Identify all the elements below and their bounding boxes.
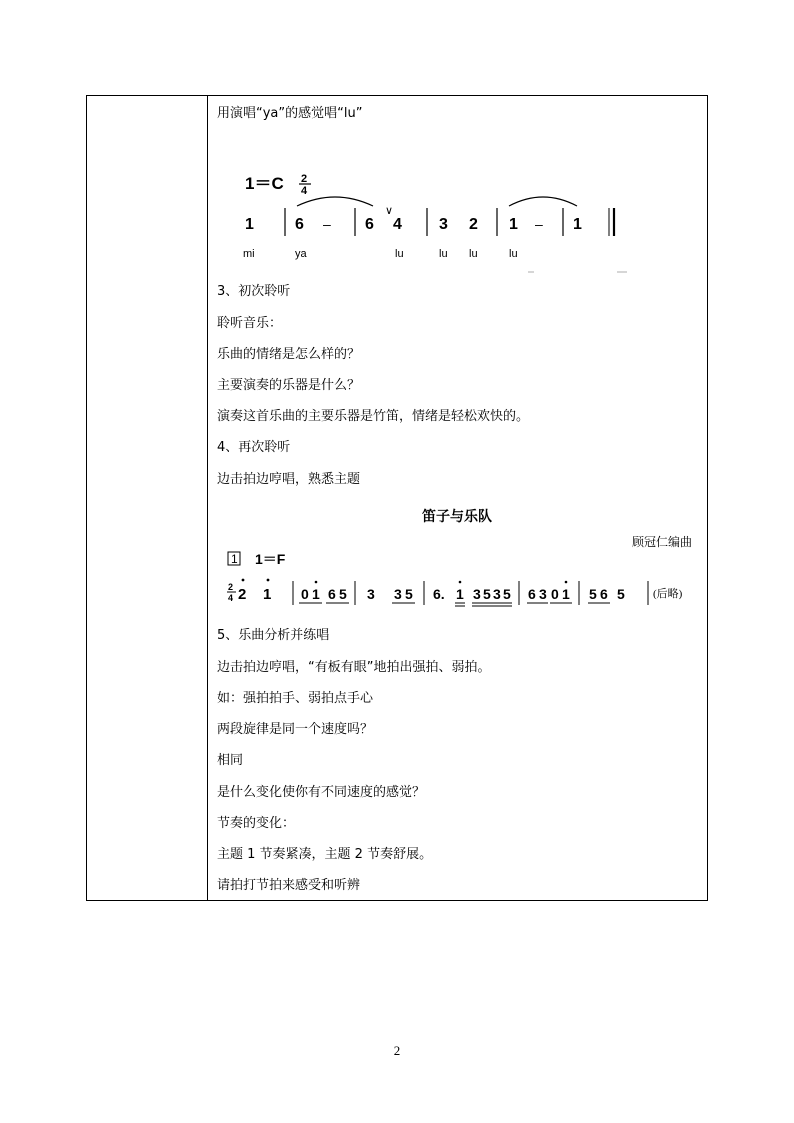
score2-note: 5 xyxy=(483,586,491,602)
score2-note: 3 xyxy=(394,586,402,602)
instruction-5: 边击拍边哼唱，“有板有眼”地拍出强拍、弱拍。 xyxy=(217,660,491,675)
score2-note: 0 xyxy=(301,586,309,602)
score2-ending: (后略) xyxy=(653,588,683,600)
score1-note-7: 1 xyxy=(509,216,518,233)
score2-note: 0 xyxy=(551,586,559,602)
example-line: 如：强拍拍手、弱拍点手心 xyxy=(217,691,374,706)
score2-composer: 顾冠仁编曲 xyxy=(631,535,692,549)
instruction-4: 边击拍边哼唱，熟悉主题 xyxy=(217,472,361,487)
score2-note: 5 xyxy=(503,586,511,602)
score2-note: 3 xyxy=(473,586,481,602)
score1-note-8: 1 xyxy=(573,216,582,233)
question-3: 两段旋律是同一个速度吗？ xyxy=(217,722,374,737)
section3-title: 3、初次聆听 xyxy=(217,284,291,299)
answer-1: 演奏这首乐曲的主要乐器是竹笛，情绪是轻松欢快的。 xyxy=(217,409,530,424)
answer-3: 相同 xyxy=(217,753,244,768)
score1-note-2: 6 xyxy=(295,216,304,233)
section4-title: 4、再次聆听 xyxy=(217,440,291,455)
score1-time-top: 2 xyxy=(301,173,308,185)
score1-time-bottom: 4 xyxy=(301,185,308,197)
score2-note: 1 xyxy=(312,586,320,602)
score2-note: 6 xyxy=(528,586,536,602)
high-octave-dot xyxy=(565,581,568,584)
score2-note: 2 xyxy=(238,586,247,603)
high-octave-dot xyxy=(315,581,318,584)
lesson-table xyxy=(86,95,708,901)
score2-note: 1 xyxy=(263,586,272,603)
score2-note: 5 xyxy=(339,586,347,602)
score2-note: 3 xyxy=(493,586,501,602)
question-2: 主要演奏的乐器是什么？ xyxy=(217,378,361,393)
score1-note-3: 6 xyxy=(365,216,374,233)
score1-lyric: ya xyxy=(295,248,307,260)
score1-lyric: lu xyxy=(395,248,404,260)
score1-dash-1: – xyxy=(323,216,331,232)
score1-note-6: 2 xyxy=(469,216,478,233)
score2-note: 6. xyxy=(433,586,445,602)
score2-note: 3 xyxy=(539,586,547,602)
score2-theme-number: 1 xyxy=(231,552,238,566)
score1-note-1: 1 xyxy=(245,216,254,233)
score1-lyric: lu xyxy=(469,248,478,260)
score1-dash-2: – xyxy=(535,216,543,232)
score2-title: 笛子与乐队 xyxy=(422,508,492,524)
question-1: 乐曲的情绪是怎么样的？ xyxy=(217,347,361,362)
score1-lyric: lu xyxy=(509,248,518,260)
closing-line: 请拍打节拍来感受和听辨 xyxy=(217,878,361,893)
score2-note: 5 xyxy=(405,586,413,602)
score2-note: 1 xyxy=(456,586,464,602)
score2-time-top: 2 xyxy=(228,582,234,592)
score1-key: 1＝C xyxy=(245,174,284,193)
score2-note: 5 xyxy=(617,586,625,602)
answer-4-detail: 主题 1 节奏紧凑，主题 2 节奏舒展。 xyxy=(217,847,433,862)
score1-lyric: mi xyxy=(243,248,255,260)
listen-label: 聆听音乐： xyxy=(217,316,283,331)
score2-note: 6 xyxy=(600,586,608,602)
score2-key: 1＝F xyxy=(255,551,286,567)
score2-note: 3 xyxy=(367,586,375,602)
high-octave-dot xyxy=(242,579,245,582)
score-2 xyxy=(87,96,709,902)
intro-line: 用演唱“ya”的感觉唱“lu” xyxy=(217,106,363,121)
high-octave-dot xyxy=(459,581,462,584)
score2-note: 6 xyxy=(328,586,336,602)
high-octave-dot xyxy=(267,579,270,582)
score1-breath-mark: ∨ xyxy=(385,205,394,217)
score2-note: 5 xyxy=(589,586,597,602)
score2-time-bottom: 4 xyxy=(228,593,234,603)
score2-note: 1 xyxy=(562,586,570,602)
score1-lyric: lu xyxy=(439,248,448,260)
question-4: 是什么变化使你有不同速度的感觉？ xyxy=(217,785,426,800)
score1-note-4: 4 xyxy=(393,216,402,233)
section5-title: 5、乐曲分析并练唱 xyxy=(217,628,330,643)
page-number: 2 xyxy=(393,1043,401,1058)
answer-4-label: 节奏的变化： xyxy=(217,816,296,831)
score1-note-5: 3 xyxy=(439,216,448,233)
